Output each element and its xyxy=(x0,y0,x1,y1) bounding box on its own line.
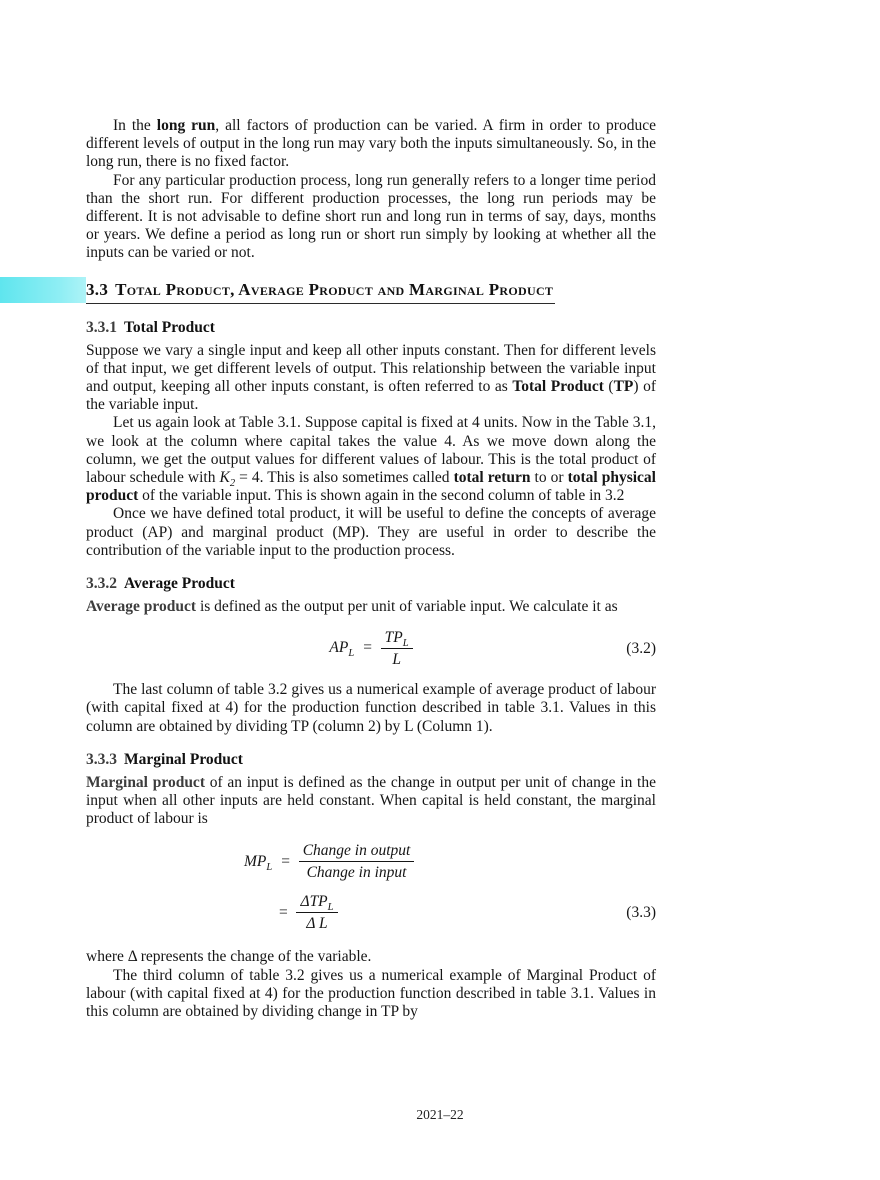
equation-3-3-line-1 xyxy=(86,842,656,881)
paragraph-average-product-definition xyxy=(86,598,656,616)
section-highlight-bar xyxy=(0,277,86,303)
variable-delta-tp: ΔTP xyxy=(300,893,328,911)
fraction-numerator: Change in output xyxy=(299,842,415,862)
subsection-title: Total Product xyxy=(124,318,215,336)
text-segment: Let us again look at Table 3.1. Suppose capital is fixed at 4 units. Now in the Table 3.1, we look at the column where capital takes the value 4. As we move down along the column, we get the output values for different values of labour. This is the total product of labour schedule with xyxy=(86,414,656,487)
subsection-number: 3.3.3 xyxy=(86,750,117,768)
section-heading-3-3 xyxy=(86,278,555,304)
text-segment: to or xyxy=(530,469,568,487)
fraction-numerator xyxy=(296,893,337,913)
fraction xyxy=(296,893,337,932)
variable-ap: AP xyxy=(329,639,349,657)
subscript: L xyxy=(327,902,334,914)
bold-term-tp: TP xyxy=(613,378,634,396)
paragraph-table-3-2-average: The last column of table 3.2 gives us a numerical example of average product of labour (with capital fixed at 4) for the production function described in table 3.1. Values in this column are obtained by dividing TP (column 2) by L (Column 1). xyxy=(86,681,656,735)
bold-term-long-run: long run xyxy=(156,117,216,134)
equation-lhs xyxy=(244,853,272,871)
equation-number: (3.3) xyxy=(626,903,656,921)
equals-sign: = xyxy=(362,639,373,657)
text-segment: = 4. This is also sometimes called xyxy=(235,469,454,487)
subsection-title: Average Product xyxy=(124,575,235,593)
fraction-denominator: Δ L xyxy=(306,915,328,933)
equals-sign: = xyxy=(280,852,291,870)
text-segment: of the variable input. This is shown again in the second column of table in 3.2 xyxy=(138,487,625,505)
equation-expression xyxy=(329,629,412,668)
text-segment: of an input is defined as the change in output per unit of change in the input when all other inputs are held constant. When capital is held constant, the marginal product of labour is xyxy=(86,773,656,828)
subsection-heading-3-3-1 xyxy=(86,318,656,337)
equation-3-3 xyxy=(86,842,656,932)
text-segment: ( xyxy=(603,378,614,396)
bold-term-total-product: Total Product xyxy=(512,378,604,396)
text-segment: ) of the variable input. xyxy=(86,378,657,414)
fraction-denominator: L xyxy=(392,651,401,669)
paragraph-long-run-definition: For any particular production process, long run generally refers to a longer time period than the short run. For different production processes, the long run periods may be different. It is not advisable to define short run and long run in terms of say, days, months or years. We define a period as long run or short run simply by looking at whether all the inputs can be varied or not. xyxy=(86,171,656,262)
paragraph-table-3-2-marginal: The third column of table 3.2 gives us a numerical example of Marginal Product of labour (with capital fixed at 4) for the production function described in table 3.1. Values in this column are obtained by dividing change in TP by xyxy=(86,966,656,1021)
equals-sign: = xyxy=(278,903,289,921)
text-segment: In the xyxy=(113,117,157,134)
lead-term-average-product: Average product xyxy=(86,598,197,616)
paragraph-delta-note: where Δ represents the change of the variable. xyxy=(86,948,372,966)
text-segment: is defined as the output per unit of variable input. We calculate it as xyxy=(196,598,618,616)
section-title: Total Product, Average Product and Marginal Product xyxy=(115,279,554,299)
fraction xyxy=(299,842,415,881)
text-segment: , all factors of production can be varied. A firm in order to produce different levels of output in the long run may vary both the inputs simultaneously. So, in the long run, there is no fixed factor. xyxy=(86,117,656,171)
paragraph-total-product-definition xyxy=(86,342,656,415)
equation-number: (3.2) xyxy=(626,639,656,657)
fraction-numerator xyxy=(381,629,413,649)
variable-tp: TP xyxy=(384,629,403,647)
fraction xyxy=(381,629,413,668)
bold-term-total-return: total return xyxy=(453,469,531,487)
paragraph-marginal-product-definition xyxy=(86,774,656,829)
subsection-heading-3-3-2 xyxy=(86,574,656,593)
variable-k: K xyxy=(219,469,230,487)
text-column xyxy=(86,117,656,1021)
bold-term-total-physical-product: total physical product xyxy=(86,469,656,505)
paragraph-long-run-intro xyxy=(86,117,656,172)
lead-term-marginal-product: Marginal product xyxy=(86,773,205,791)
subscript: L xyxy=(348,648,355,660)
page-number-footer: 2021–22 xyxy=(416,1107,464,1122)
equation-3-2 xyxy=(86,629,656,668)
subscript: 2 xyxy=(229,478,236,490)
subsection-number: 3.3.2 xyxy=(86,575,117,593)
subscript: L xyxy=(266,861,273,873)
fraction-denominator: Change in input xyxy=(306,864,407,882)
equation-3-3-line-2 xyxy=(86,893,656,932)
section-number: 3.3 xyxy=(86,279,109,299)
variable-mp: MP xyxy=(244,852,267,870)
paragraph-table-3-1-example xyxy=(86,414,656,505)
subsection-heading-3-3-3 xyxy=(86,750,656,769)
text-segment: Suppose we vary a single input and keep all other inputs constant. Then for different levels of that input, we get different levels of output. This relationship between the variable input and output, keeping all other inputs constant, is often referred to as xyxy=(86,341,656,396)
subsection-title: Marginal Product xyxy=(124,750,243,768)
equation-lhs xyxy=(329,639,355,660)
subsection-number: 3.3.1 xyxy=(86,318,117,336)
subscript: L xyxy=(402,638,409,650)
paragraph-ap-mp-concepts: Once we have defined total product, it will be useful to define the concepts of average product (AP) and marginal product (MP). They are useful in order to describe the contribution of the variable input to the production process. xyxy=(86,505,656,559)
